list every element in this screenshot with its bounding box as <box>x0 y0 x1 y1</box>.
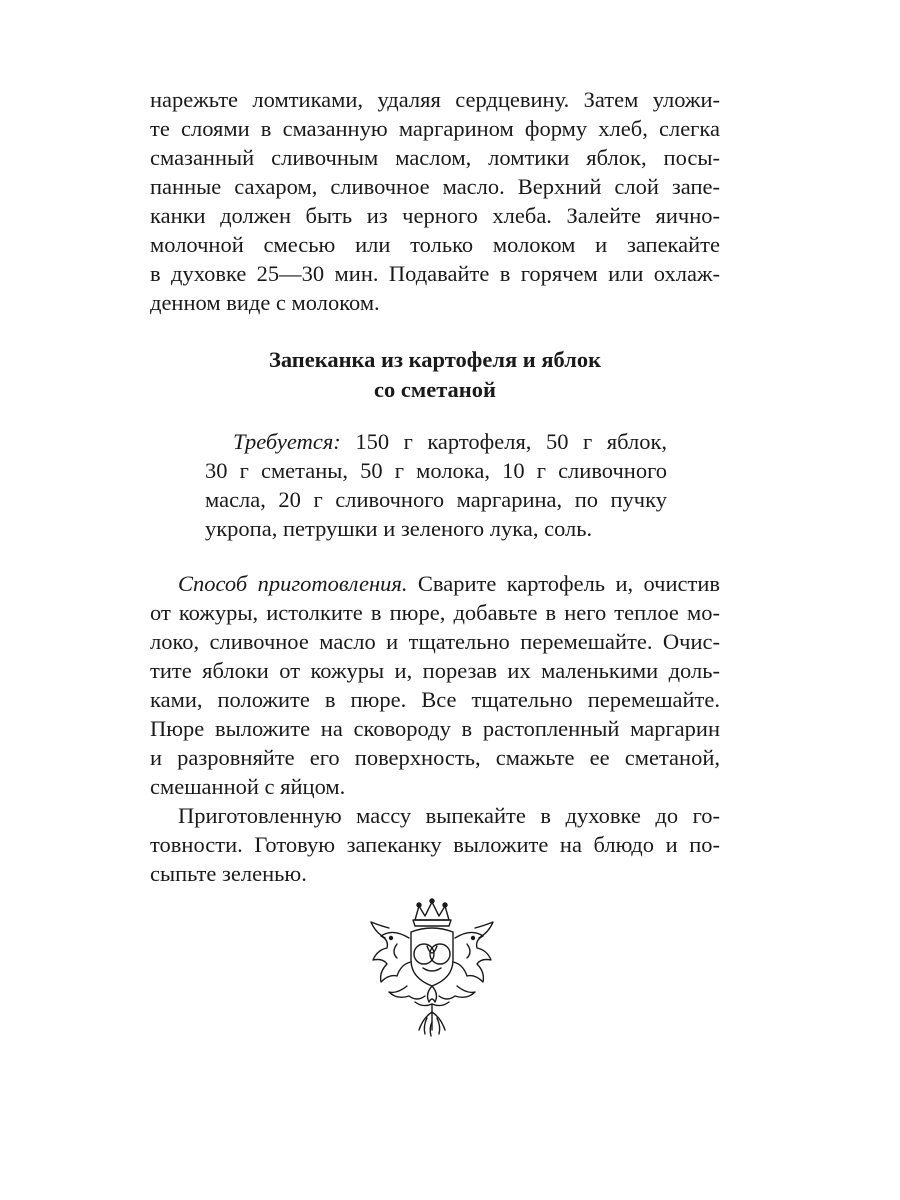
paragraph-line: смазанный сливочным маслом, ломтики яблок, посы- <box>150 145 720 170</box>
method-first-line <box>178 569 720 598</box>
method-line: смешанной с яйцом. <box>150 774 346 799</box>
method-paragraph2-line: товности. Готовую запеканку выложите на блюдо и по- <box>150 832 720 857</box>
ingredients-first-line <box>233 427 667 456</box>
method-line: и разровняйте его поверхность, смажьте ее сметаной, <box>150 745 720 770</box>
method-line: от кожуры, истолките в пюре, добавьте в него теплое мо- <box>150 600 720 625</box>
paragraph-line: нарежьте ломтиками, удаляя сердцевину. Затем уложи- <box>150 87 720 112</box>
paragraph-line: денном виде с молоком. <box>150 290 380 315</box>
ingredients-line: укропа, петрушки и зеленого лука, соль. <box>205 516 593 541</box>
recipe-title-line-1: Запеканка из картофеля и яблок <box>268 347 602 372</box>
heraldic-crest-ornament-icon <box>367 898 497 1038</box>
method-line: тите яблоки от кожуры и, порезав их маленькими доль- <box>150 658 720 683</box>
recipe-title-line-2: со сметаной <box>374 377 496 402</box>
ingredients-line: масла, 20 г сливочного маргарина, по пучку <box>205 487 667 512</box>
method-line: Пюре выложите на сковороду в растопленный маргарин <box>150 716 720 741</box>
paragraph-line: канки должен быть из черного хлеба. Залейте яично- <box>150 203 720 228</box>
paragraph-line: те слоями в смазанную маргарином форму хлеб, слегка <box>150 116 720 141</box>
ingredients-line: 30 г сметаны, 50 г молока, 10 г сливочного <box>205 458 667 483</box>
paragraph-line: панные сахаром, сливочное масло. Верхний слой запе- <box>150 174 720 199</box>
method-paragraph2-line: Приготовленную массу выпекайте в духовке до го- <box>178 803 720 828</box>
method-text: Сварите картофель и, очистив <box>417 571 720 596</box>
ingredients-label: Требуется: <box>233 429 341 454</box>
method-line: локо, сливочное масло и тщательно перемешайте. Очис- <box>150 629 720 654</box>
method-label: Способ приготовления. <box>178 571 408 596</box>
method-paragraph2-line: сыпьте зеленью. <box>150 861 307 886</box>
ingredients-text: 150 г картофеля, 50 г яблок, <box>355 429 668 454</box>
paragraph-line: молочной смесью или только молоком и запекайте <box>150 232 720 257</box>
method-line: ками, положите в пюре. Все тщательно перемешайте. <box>150 687 720 712</box>
paragraph-line: в духовке 25—30 мин. Подавайте в горячем или охлаж- <box>150 261 720 286</box>
